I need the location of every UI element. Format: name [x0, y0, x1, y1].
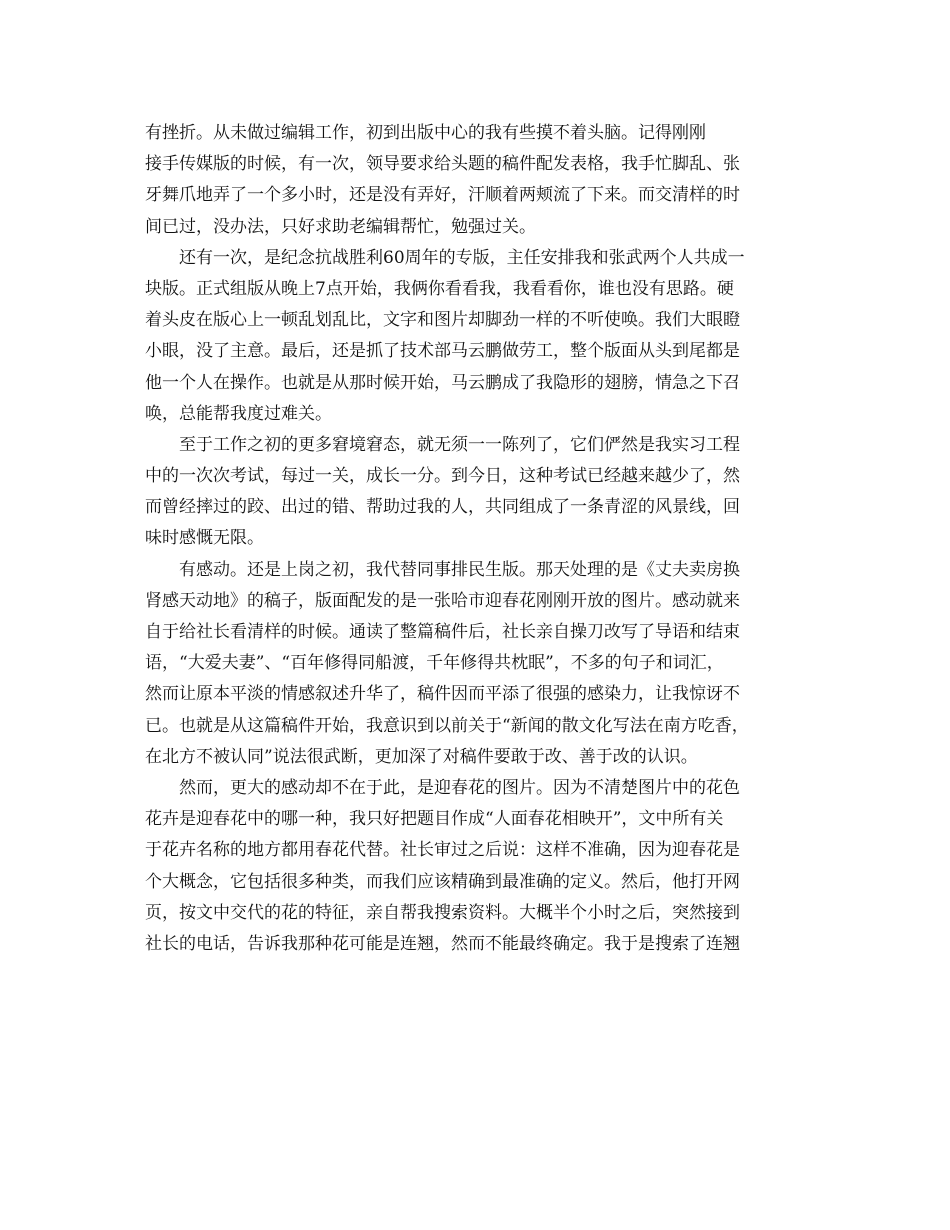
text-line: 他一个人在操作。也就是从那时候开始，马云鹏成了我隐形的翅膀，情急之下召	[145, 372, 740, 393]
text-line: 社长的电话，告诉我那种花可能是连翘，然而不能最终确定。我于是搜索了连翘	[145, 933, 740, 954]
text-line: 着头皮在版心上一顿乱划乱比，文字和图片却脚劲一样的不听使唤。我们大眼瞪	[145, 310, 740, 331]
text-line: 块版。正式组版从晚上7点开始，我俩你看看我，我看看你，谁也没有思路。硬	[145, 278, 734, 299]
text-line: 语，“大爱夫妻”、“百年修得同船渡，千年修得共枕眠”，不多的句子和词汇，	[145, 653, 724, 674]
paragraph-first-line: 有感动。还是上岗之初，我代替同事排民生版。那天处理的是《丈夫卖房换	[179, 559, 740, 580]
paragraph-first-line: 然而，更大的感动却不在于此，是迎春花的图片。因为不清楚图片中的花色	[179, 777, 740, 798]
text-line: 自于给社长看清样的时候。通读了整篇稿件后，社长亲自操刀改写了导语和结束	[145, 622, 740, 642]
text-line: 在北方不被认同”说法很武断，更加深了对稿件要敢于改、善于改的认识。	[145, 746, 698, 767]
text-line: 而曾经摔过的跤、出过的错、帮助过我的人，共同组成了一条青涩的风景线，回	[145, 497, 740, 518]
text-line: 味时感慨无限。	[145, 528, 264, 549]
text-line: 唤，总能帮我度过难关。	[145, 403, 332, 424]
text-line: 于花卉名称的地方都用春花代替。社长审过之后说：这样不准确，因为迎春花是	[145, 840, 740, 861]
text-line: 中的一次次考试，每过一关，成长一分。到今日，这种考试已经越来越少了，然	[145, 466, 740, 487]
text-line: 小眼，没了主意。最后，还是抓了技术部马云鹏做劳工，整个版面从头到尾都是	[145, 341, 740, 362]
text-line: 牙舞爪地弄了一个多小时，还是没有弄好，汗顺着两颊流了下来。而交清样的时	[145, 185, 740, 206]
text-line: 然而让原本平淡的情感叙述升华了，稿件因而平添了很强的感染力，让我惊讶不	[145, 684, 740, 705]
text-line: 有挫折。从未做过编辑工作，初到出版中心的我有些摸不着头脑。记得刚刚	[145, 123, 706, 143]
text-line: 花卉是迎春花中的哪一种，我只好把题目作成“人面春花相映开”，文中所有关	[145, 809, 724, 830]
paragraph-first-line: 还有一次，是纪念抗战胜利60周年的专版，主任安排我和张武两个人共成一	[179, 247, 745, 268]
text-line: 已。也就是从这篇稿件开始，我意识到以前关于“新闻的散文化写法在南方吃香，	[145, 715, 749, 736]
text-line: 肾感天动地》的稿子，版面配发的是一张哈市迎春花刚刚开放的图片。感动就来	[145, 590, 740, 611]
text-line: 间已过，没办法，只好求助老编辑帮忙，勉强过关。	[145, 216, 536, 237]
text-line: 页，按文中交代的花的特征，亲自帮我搜索资料。大概半个小时之后，突然接到	[145, 902, 740, 923]
text-line: 接手传媒版的时候，有一次，领导要求给头题的稿件配发表格，我手忙脚乱、张	[145, 154, 740, 175]
paragraph-first-line: 至于工作之初的更多窘境窘态，就无须一一陈列了，它们俨然是我实习工程	[179, 434, 740, 455]
body-text	[145, 118, 815, 960]
text-line: 个大概念，它包括很多种类，而我们应该精确到最准确的定义。然后，他打开网	[145, 871, 740, 892]
